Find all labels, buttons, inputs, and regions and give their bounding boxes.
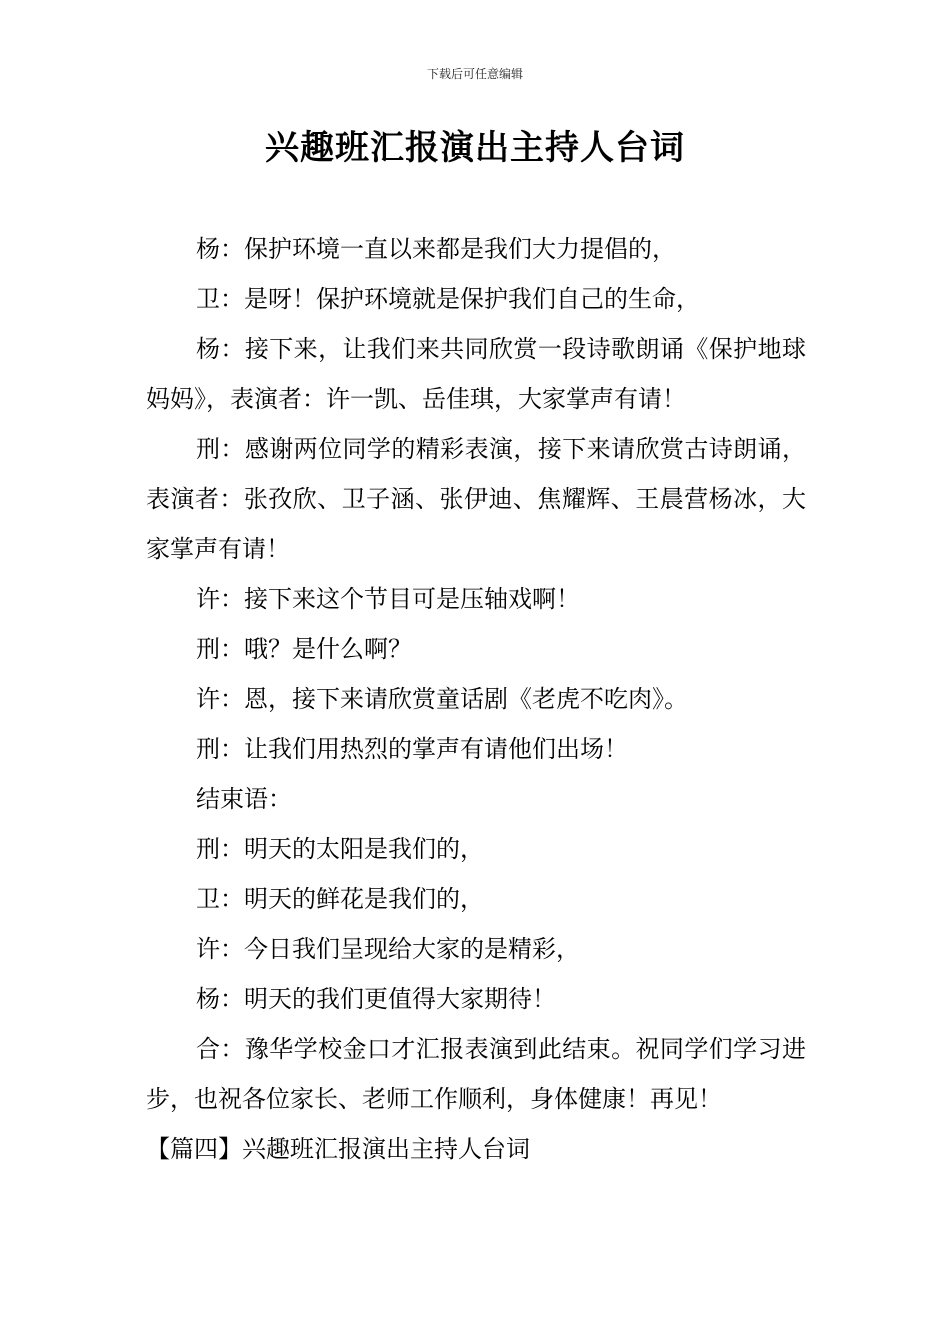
paragraph-14: 合：豫华学校金口才汇报表演到此结束。祝同学们学习进步，也祝各位家长、老师工作顺利，身体健康！再见！	[146, 1035, 806, 1113]
paragraph-7: 许：恩，接下来请欣赏童话剧《老虎不吃肉》。	[196, 685, 688, 713]
paragraph-11: 卫：明天的鲜花是我们的，	[196, 885, 484, 913]
paragraph-13: 杨：明天的我们更值得大家期待！	[196, 985, 556, 1013]
document-body	[146, 224, 806, 1174]
paragraph-8: 刑：让我们用热烈的掌声有请他们出场！	[196, 735, 628, 763]
paragraph-5: 许：接下来这个节目可是压轴戏啊！	[196, 585, 580, 613]
paragraph-10: 刑：明天的太阳是我们的，	[196, 835, 484, 863]
paragraph-12: 许：今日我们呈现给大家的是精彩，	[196, 935, 580, 963]
document-title: 兴趣班汇报演出主持人台词	[265, 128, 685, 168]
paragraph-3: 杨：接下来，让我们来共同欣赏一段诗歌朗诵《保护地球妈妈》，表演者：许一凯、岳佳琪，大家掌声有请！	[146, 335, 806, 413]
paragraph-4: 刑：感谢两位同学的精彩表演，接下来请欣赏古诗朗诵，表演者：张孜欣、卫子涵、张伊迪、焦耀辉、王晨营杨冰，大家掌声有请！	[146, 435, 806, 563]
section-heading: 【篇四】兴趣班汇报演出主持人台词	[146, 1135, 530, 1163]
paragraph-6: 刑：哦？是什么啊？	[196, 635, 412, 663]
paragraph-2: 卫：是呀！保护环境就是保护我们自己的生命，	[196, 285, 700, 313]
paragraph-9: 结束语：	[196, 785, 292, 813]
header-note: 下载后可任意编辑	[426, 67, 523, 81]
paragraph-1: 杨：保护环境一直以来都是我们大力提倡的，	[196, 235, 676, 263]
